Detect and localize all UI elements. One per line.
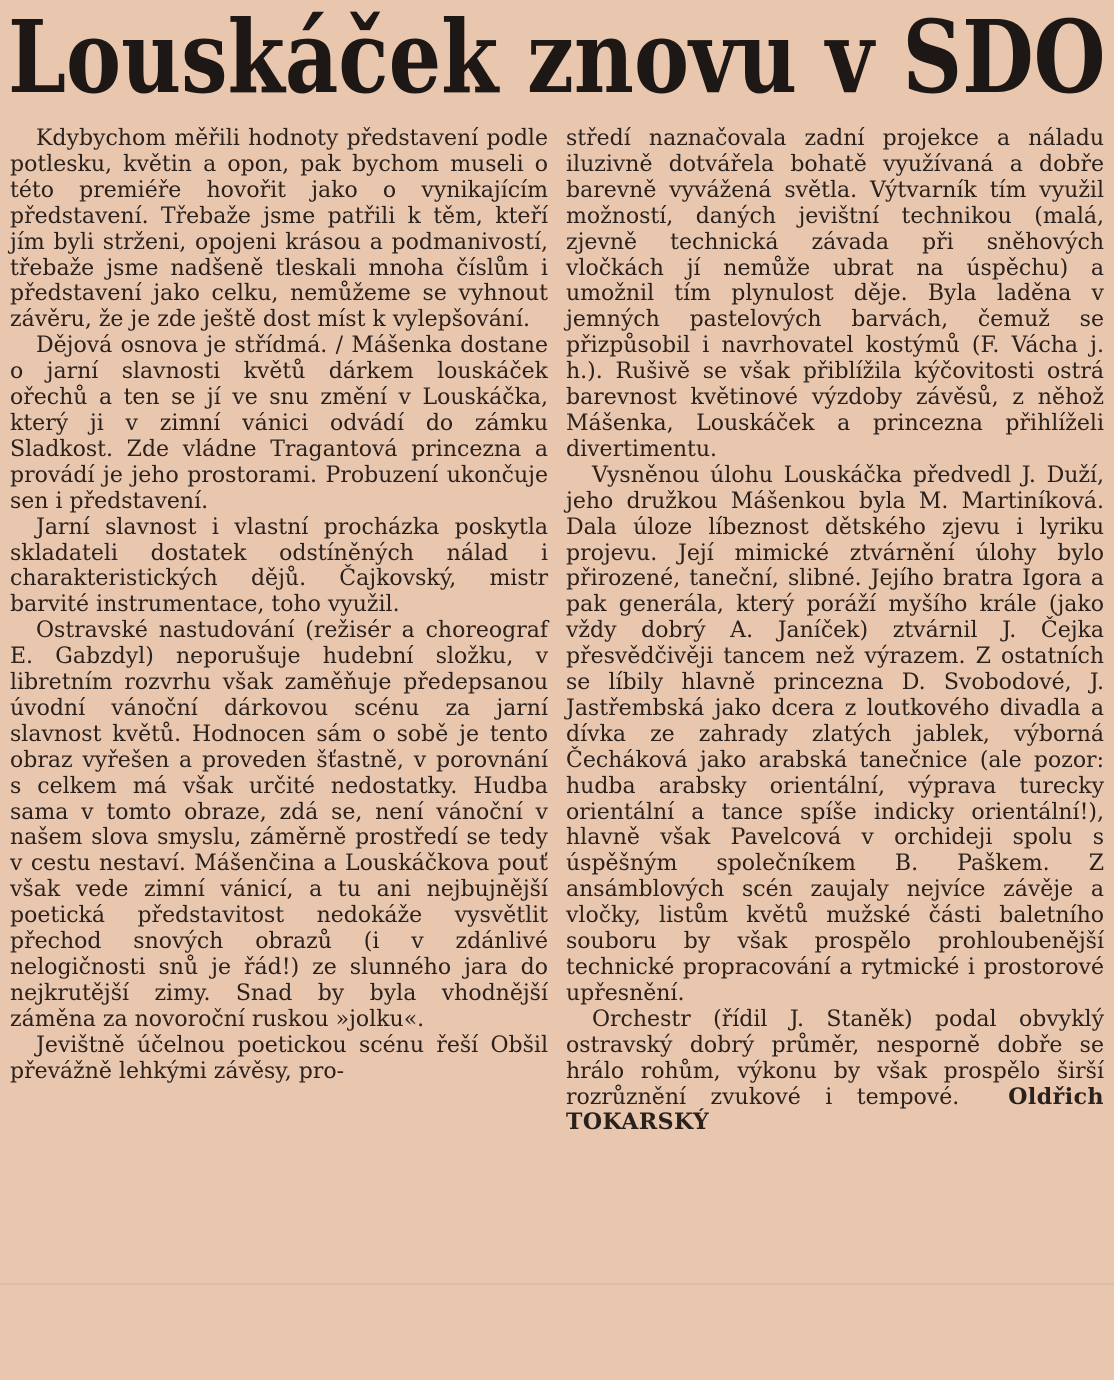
article-paragraph-text: Orchestr (řídil J. Staněk) podal obvyklý ostravský dobrý průměr, nesporně dobře se hrálo rohům, výkonu by však prospělo širší rozrůznění zvukové i tempové. (566, 1006, 1104, 1110)
article-paragraph: středí naznačovala zadní projekce a náladu iluzivně dotvářela bohatě využívaná a dobře barevně vyvážená světla. Výtvarník tím využil možností, daných jevištní technikou (malá, zjevně technická závada při sněhových vločkách jí nemůže ubrat na úspěchu) a umožnil tím plynulost děje. Byla laděna v jemných pastelových barvách, čemuž se přizpůsobil i navrhovatel kostýmů (F. Vácha j. h.). Rušivě se však přiblížila kýčovitosti ostrá barevnost květinové výzdoby závěsů, z něhož Mášenka, Louskáček a princezna přihlíželi divertimentu. (566, 126, 1104, 462)
article-paragraph: Dějová osnova je střídmá. / Mášenka dostane o jarní slavnosti květů dárkem louskáček ořechů a ten se jí ve snu změní v Louskáčka, který ji v zimní vánici odvádí do zámku Sladkost. Zde vládne Tragantová princezna a provádí je jeho prostorami. Probuzení ukončuje sen i představení. (10, 333, 548, 514)
article-headline: Louskáček znovu v SDO (8, 0, 1106, 116)
paper-fold (0, 1283, 1114, 1285)
article-paragraph: Jarní slavnost i vlastní procházka poskytla skladateli dostatek odstíněných nálad i charakteristických dějů. Čajkovský, mistr barvité instrumentace, toho využil. (10, 514, 548, 618)
article-column-left (10, 126, 548, 1085)
article-paragraph: Vysněnou úlohu Louskáčka předvedl J. Duží, jeho družkou Mášenkou byla M. Martiníková. Dala úloze líbeznost dětského zjevu i lyriku projevu. Její mimické ztvárnění úlohy bylo přirozené, taneční, slibné. Jejího bratra Igora a pak generála, který poráží myšího krále (jako vždy dobrý A. Janíček) ztvárnil J. Čejka přesvědčivěji tancem než výrazem. Z ostatních se líbily hlavně princezna D. Svobodové, J. Jastřembská jako dcera z loutkového divadla a dívka ze zahrady zlatých jablek, výborná Čecháková jako arabská tanečnice (ale pozor: hudba arabsky orientální, výprava turecky orientální a tance spíše indicky orientální!), hlavně však Pavelcová v orchideji spolu s úspěšným společníkem B. Paškem. Z ansámblových scén zaujaly nejvíce závěje a vločky, listům květů mužské části baletního souboru by však prospělo prohloubenější technické propracování a rytmické i prostorové upřesnění. (566, 462, 1104, 1006)
article-paragraph: Ostravské nastudování (režisér a choreograf E. Gabzdyl) neporušuje hudební složku, v libretním rozvrhu však zaměňuje předepsanou úvodní vánoční dárkovou scénu za jarní slavnost květů. Hodnocen sám o sobě je tento obraz vyřešen a proveden šťastně, v porovnání s celkem má však určité nedostatky. Hudba sama v tomto obraze, zdá se, není vánoční v našem slova smyslu, záměrně prostředí se tedy v cestu nestaví. Mášenčina a Louskáčkova pouť však vede zimní vánicí, a tu ani nejbujnější poetická představitost nedokáže vysvětlit přechod snových obrazů (i v zdánlivé nelogičnosti snů je řád!) ze slunného jara do nejkrutější zimy. Snad by byla vhodnější záměna za novoroční ruskou »jolku«. (10, 618, 548, 1032)
article-column-right (566, 126, 1104, 1136)
article-paragraph: Kdybychom měřili hodnoty představení podle potlesku, květin a opon, pak bychom museli o této premiéře hovořit jako o vynikajícím představení. Třebaže jsme patřili k těm, kteří jím byli strženi, opojeni krásou a podmanivostí, třebaže jsme nadšeně tleskali mnoha číslům i představení jako celku, nemůžeme se vyhnout závěru, že je zde ještě dost míst k vylepšování. (10, 126, 548, 333)
article-paragraph-last (566, 1007, 1104, 1137)
article-paragraph: Jevištně účelnou poetickou scénu řeší Obšil převážně lehkými závěsy, pro- (10, 1032, 548, 1084)
author-signature: Oldřich TOKARSKÝ (566, 1083, 1104, 1136)
